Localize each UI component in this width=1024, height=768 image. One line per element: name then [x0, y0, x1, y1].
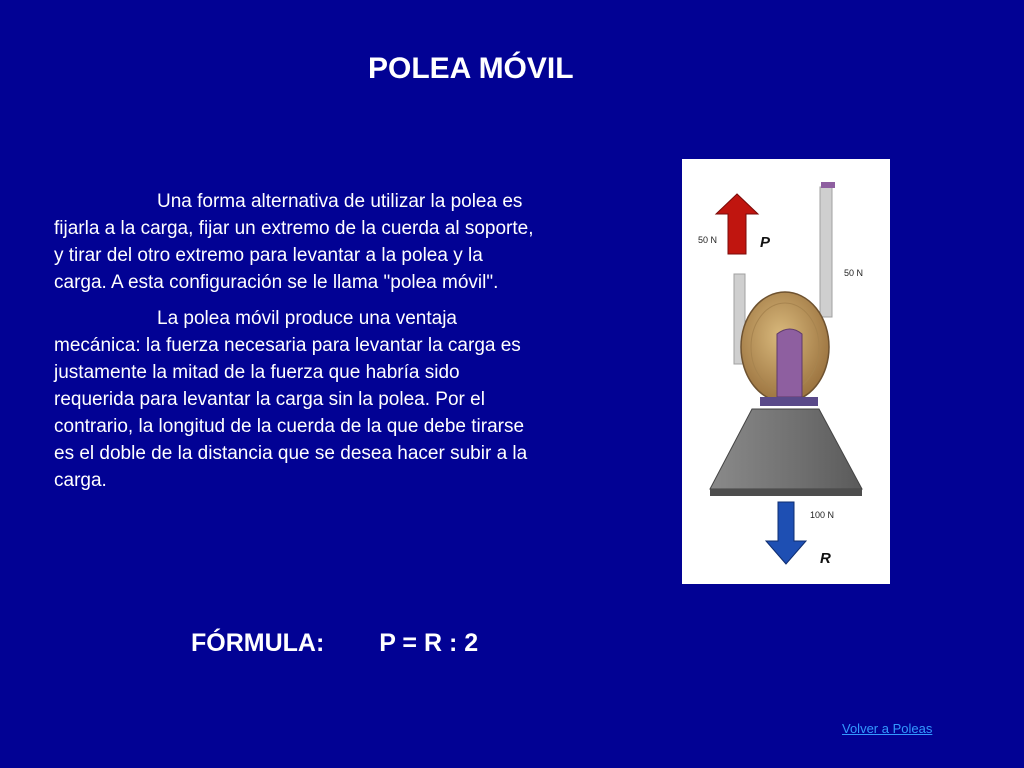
pulley-diagram [682, 159, 890, 584]
load-weight-value: 100 N [810, 510, 835, 520]
pulley-bracket [777, 329, 802, 397]
force-p-letter: P [760, 234, 771, 251]
force-r-letter: R [820, 550, 831, 567]
force-down-arrow-icon [766, 502, 806, 564]
load-block [710, 409, 862, 489]
force-up-arrow-icon [716, 194, 758, 254]
load-base [710, 489, 862, 496]
page-title: POLEA MÓVIL [368, 52, 574, 85]
description-text [54, 188, 538, 503]
formula [191, 629, 478, 658]
back-to-pulleys-link[interactable]: Volver a Poleas [842, 721, 933, 736]
force-p-value: 50 N [698, 235, 718, 245]
paragraph-2: La polea móvil produce una ventaja mecánica: la fuerza necesaria para levantar la carga es justamente la mitad de la fuerza que habría sido requerida para levantar la carga sin la polea. Por el contrario, la longitud de la cuerda de la que debe tirarse es el doble de la distancia que se desea hacer subir a la carga. [54, 308, 528, 491]
formula-expression: P = R : 2 [379, 629, 479, 657]
movable-pulley-illustration [682, 159, 890, 584]
rope-tension-value: 50 N [844, 268, 864, 278]
rope-anchor [821, 182, 835, 188]
paragraph-1: Una forma alternativa de utilizar la polea es fijarla a la carga, fijar un extremo de la cuerda al soporte, y tirar del otro extremo para levantar a la polea y la carga. A esta configuración se le llama "polea móvil". [54, 191, 534, 293]
load-hook [760, 397, 818, 406]
formula-label: FÓRMULA: [191, 629, 325, 657]
fixed-rope [820, 187, 832, 317]
